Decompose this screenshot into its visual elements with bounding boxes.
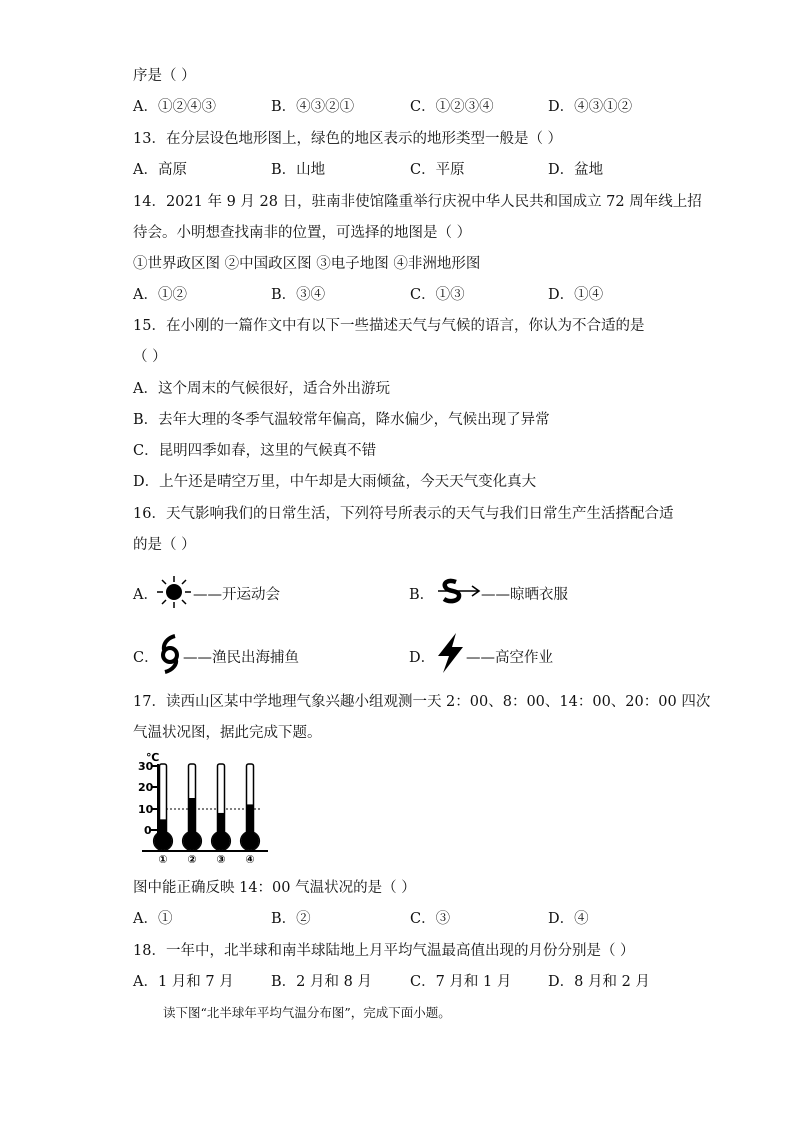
thermometer-label-2: ② — [187, 853, 197, 866]
question-17-line1: 17．读西山区某中学地理气象兴趣小组观测一天 2：00、8：00、14：00、20：00 四次 — [133, 694, 711, 710]
q15-option-d: D．上午还是晴空万里，中午却是大雨倾盆，今天天气变化真大 — [133, 474, 537, 490]
q16-option-d-text: ——高空作业 — [466, 650, 553, 666]
q14-option-d: D．①④ — [548, 287, 604, 303]
q16-option-a-text: ——开运动会 — [193, 587, 280, 603]
question-18: 18．一年中，北半球和南半球陆地上月平均气温最高值出现的月份分别是（ ） — [133, 943, 635, 959]
q16-option-d-letter: D． — [409, 650, 436, 666]
q14-option-b: B．③④ — [271, 287, 326, 303]
q12-option-d: D．④③①② — [548, 99, 633, 115]
q17-option-b: B．② — [271, 911, 311, 927]
q14-option-c: C．①③ — [410, 287, 465, 303]
q13-option-d: D．盆地 — [548, 162, 604, 178]
tick-30: 30 — [138, 760, 154, 773]
q16-option-b-text: ——晾晒衣服 — [481, 587, 568, 603]
question-17-line2: 气温状况图，据此完成下题。 — [133, 725, 322, 741]
question-12-tail: 序是（ ） — [133, 68, 196, 84]
q13-option-c: C．平原 — [410, 162, 465, 178]
question-17-prompt: 图中能正确反映 14：00 气温状况的是（ ） — [133, 880, 416, 896]
question-15-line1: 15．在小刚的一篇作文中有以下一些描述天气与气候的语言，你认为不合适的是 — [133, 318, 645, 334]
q12-option-c: C．①②③④ — [410, 99, 494, 115]
q15-option-c: C．昆明四季如春，这里的气候真不错 — [133, 443, 377, 459]
q17-option-d: D．④ — [548, 911, 589, 927]
q17-option-c: C．③ — [410, 911, 451, 927]
question-16-line1: 16．天气影响我们的日常生活，下列符号所表示的天气与我们日常生产生活搭配合适 — [133, 506, 674, 522]
thermometer-label-4: ④ — [245, 853, 255, 866]
q12-option-b: B．④③②① — [271, 99, 355, 115]
question-14-line2: 待会。小明想查找南非的位置，可选择的地图是（ ） — [133, 225, 472, 241]
sun-icon — [155, 574, 193, 610]
q18-option-c: C．7 月和 1 月 — [410, 974, 512, 990]
thermometer-figure — [136, 750, 272, 868]
q18-option-d: D．8 月和 2 月 — [548, 974, 650, 990]
q13-option-a: A．高原 — [133, 162, 187, 178]
question-13: 13．在分层设色地形图上，绿色的地区表示的地形类型一般是（ ） — [133, 131, 563, 147]
q12-option-a: A．①②④③ — [133, 99, 216, 115]
thermometer-bulb-1 — [155, 833, 171, 849]
question-16-line2: 的是（ ） — [133, 537, 196, 553]
q18-option-b: B．2 月和 8 月 — [271, 974, 372, 990]
tick-10: 10 — [138, 803, 154, 816]
question-14-line1: 14．2021 年 9 月 28 日，驻南非使馆隆重举行庆祝中华人民共和国成立 72 周年线上招 — [133, 194, 702, 210]
q16-option-c-letter: C． — [133, 650, 159, 666]
unit-label: ℃ — [146, 751, 160, 764]
tick-20: 20 — [138, 781, 154, 794]
lightning-icon — [434, 632, 466, 674]
q15-option-b: B．去年大理的冬季气温较常年偏高，降水偏少，气候出现了异常 — [133, 412, 550, 428]
typhoon-icon — [157, 634, 183, 674]
thermometer-label-1: ① — [158, 853, 168, 866]
tick-0: 0 — [144, 824, 152, 837]
question-15-line2: （ ） — [133, 349, 167, 365]
thermometer-bulb-2 — [184, 833, 200, 849]
q15-option-a: A．这个周末的气候很好，适合外出游玩 — [133, 381, 390, 397]
thermometer-bulb-4 — [242, 833, 258, 849]
thermometer-bulb-3 — [213, 833, 229, 849]
reading-instruction: 读下图“北半球年平均气温分布图”，完成下面小题。 — [163, 1005, 451, 1020]
sandstorm-icon — [436, 577, 482, 605]
thermometer-label-3: ③ — [216, 853, 226, 866]
q17-option-a: A．① — [133, 911, 173, 927]
q13-option-b: B．山地 — [271, 162, 326, 178]
q16-option-a-letter: A． — [133, 587, 158, 603]
q14-option-a: A．①② — [133, 287, 187, 303]
question-14-choices: ①世界政区图 ②中国政区图 ③电子地图 ④非洲地形图 — [133, 256, 481, 272]
q16-option-c-text: ——渔民出海捕鱼 — [183, 650, 299, 666]
q16-option-b-letter: B． — [409, 587, 435, 603]
q18-option-a: A．1 月和 7 月 — [133, 974, 234, 990]
